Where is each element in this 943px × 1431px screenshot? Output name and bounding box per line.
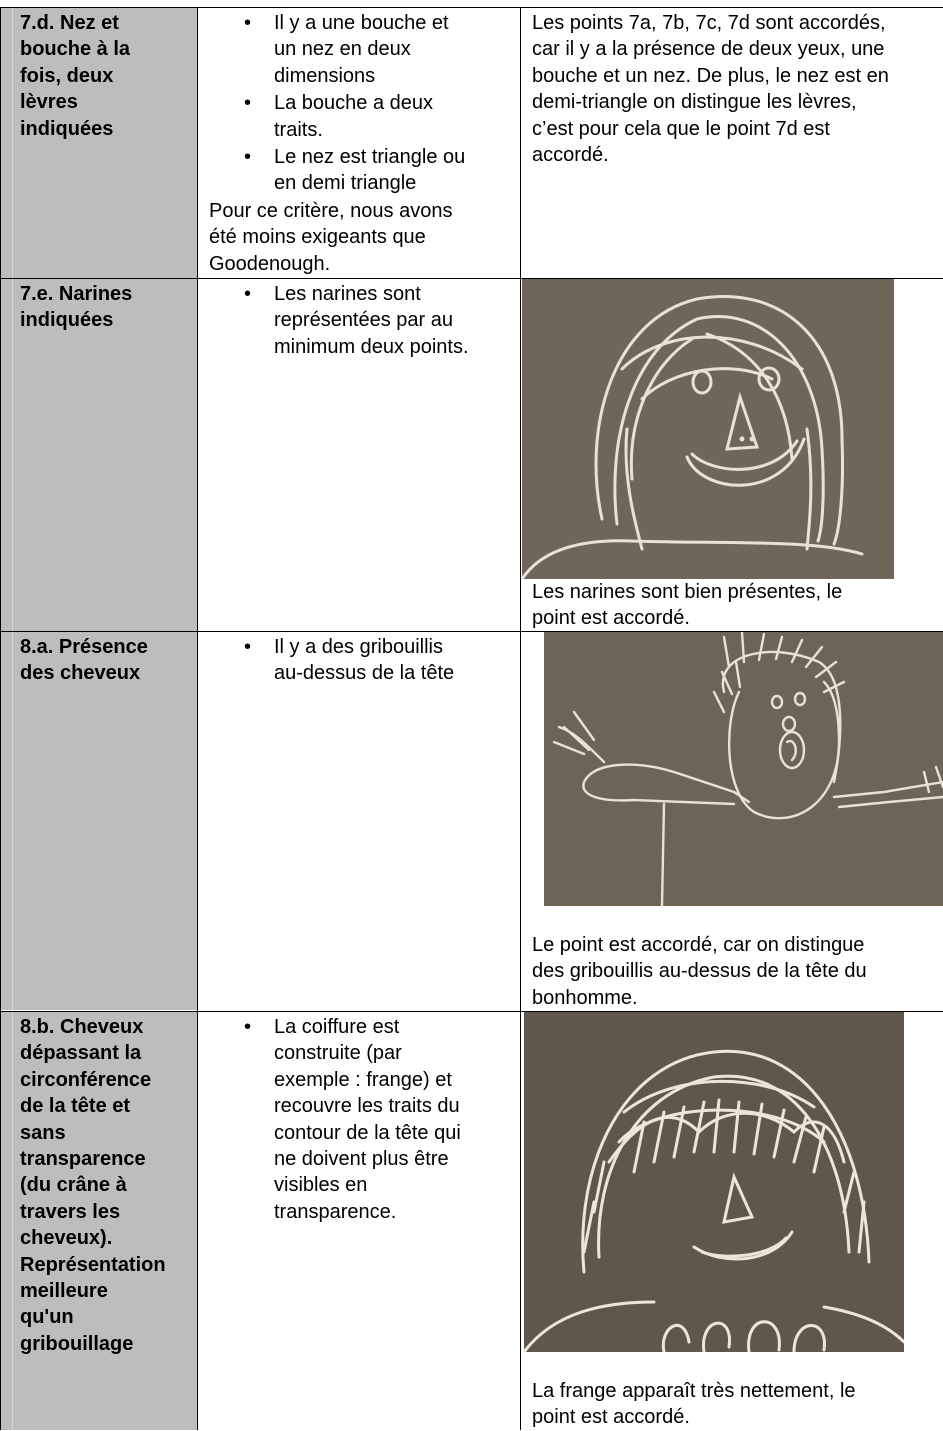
comment-text: Les narines sont bien présentes, le point est accordé.	[532, 581, 843, 630]
criterion-cell	[0, 632, 198, 1010]
bullet-icon: •	[244, 12, 252, 34]
table-border-top	[0, 7, 943, 8]
criterion-cell	[0, 1012, 198, 1430]
list-item	[198, 634, 521, 687]
drawing-girl-fringe	[524, 1012, 904, 1352]
comment-text: Les points 7a, 7b, 7c, 7d sont accordés, car il y a la présence de deux yeux, une bouche et un nez. De plus, le nez est en demi-triangle on distingue les lèvres, c’est pour cela que le point 7d est accordé.	[532, 12, 889, 167]
column-divider	[520, 7, 521, 1430]
description-cell	[198, 1012, 521, 1430]
bullet-text: Le nez est triangle ou en demi triangle	[274, 146, 466, 195]
criterion-label: 7.d. Nez et bouche à la fois, deux lèvres indiquées	[20, 12, 131, 140]
criteria-list	[198, 281, 521, 360]
list-item	[198, 90, 521, 143]
bullet-text: La bouche a deux traits.	[274, 92, 434, 141]
list-item	[198, 1014, 521, 1225]
list-item	[198, 144, 521, 197]
bullet-icon: •	[244, 1016, 252, 1038]
criteria-list	[198, 634, 521, 687]
list-item	[198, 10, 521, 89]
comment-text: La frange apparaît très nettement, le point est accordé.	[532, 1380, 856, 1429]
row-divider	[0, 1011, 943, 1012]
row-divider	[0, 631, 943, 632]
bullet-icon: •	[244, 146, 252, 169]
child-drawing-image	[522, 279, 894, 579]
bullet-icon: •	[244, 636, 252, 658]
description-note: Pour ce critère, nous avons été moins exigeants que Goodenough.	[209, 199, 453, 275]
criterion-label: 7.e. Narines indiquées	[20, 283, 133, 332]
description-cell	[198, 8, 521, 278]
child-drawing-image	[524, 1012, 904, 1352]
criteria-list	[198, 10, 521, 197]
list-item	[198, 281, 521, 360]
drawing-stick-figure	[544, 632, 943, 906]
bullet-text: Il y a des gribouillis au-dessus de la tête	[274, 636, 455, 685]
column-divider	[197, 7, 198, 1430]
criterion-cell	[0, 8, 198, 278]
bullet-icon: •	[244, 283, 252, 305]
bullet-icon: •	[244, 92, 252, 115]
child-drawing-image	[544, 632, 943, 906]
comment-cell	[521, 1378, 943, 1430]
bullet-text: Il y a une bouche et un nez en deux dimensions	[274, 12, 449, 87]
comment-cell	[521, 932, 943, 1010]
bullet-text: La coiffure est construite (par exemple : frange) et recouvre les traits du contour de la tête qui ne doivent plus être visibles en transparence.	[274, 1016, 461, 1223]
criterion-label: 8.b. Cheveux dépassant la circonférence de la tête et sans transparence (du crâne à travers les cheveux). Représentation meilleure qu'un gribouillage	[20, 1016, 166, 1355]
criterion-cell	[0, 279, 198, 631]
bullet-text: Les narines sont représentées par au minimum deux points.	[274, 283, 469, 358]
description-cell	[198, 632, 521, 1010]
description-cell	[198, 279, 521, 631]
drawing-girl-face	[522, 279, 894, 579]
criteria-list	[198, 1014, 521, 1225]
row-divider	[0, 278, 943, 279]
criterion-label: 8.a. Présence des cheveux	[20, 636, 148, 685]
comment-cell	[521, 8, 943, 278]
comment-cell	[521, 579, 943, 631]
table-border-left	[0, 7, 1, 1430]
comment-text: Le point est accordé, car on distingue des gribouillis au-dessus de la tête du bonhomme.	[532, 934, 867, 1009]
